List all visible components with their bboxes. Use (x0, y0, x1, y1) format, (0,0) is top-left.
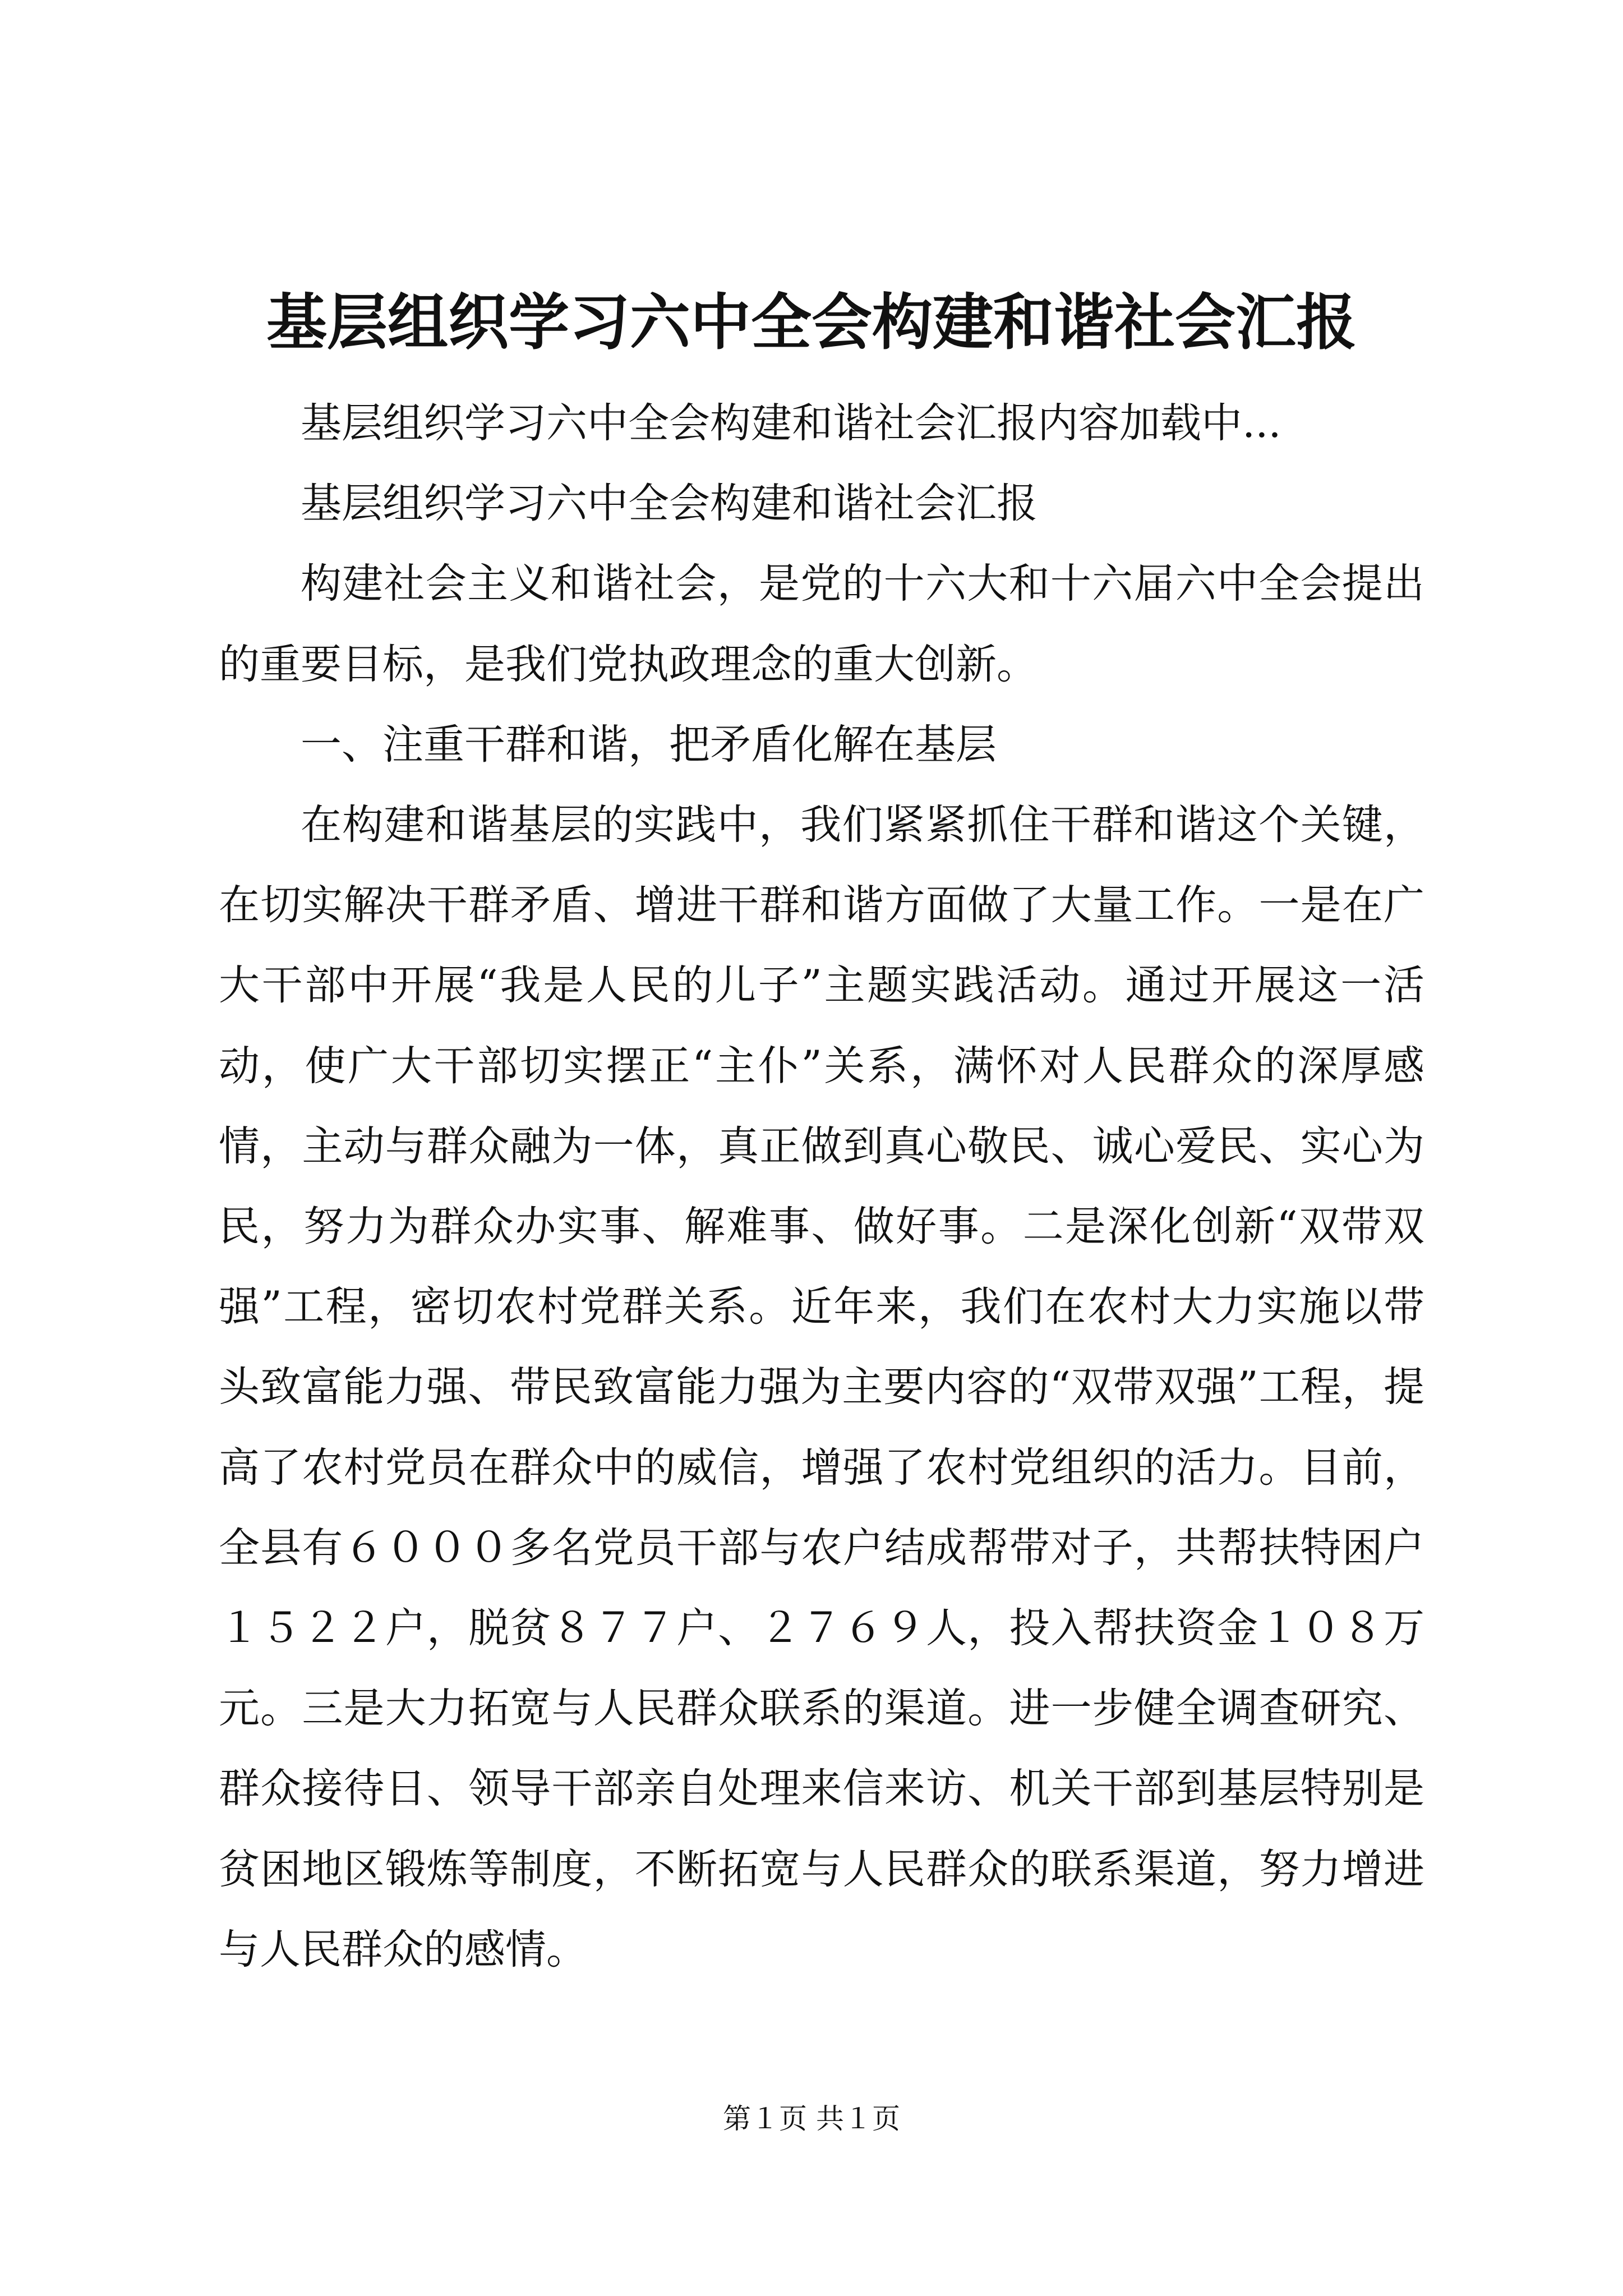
paragraph-loading-notice: 基层组织学习六中全会构建和谐社会汇报内容加载中... (301, 399, 1281, 447)
paragraph-subtitle: 基层组织学习六中全会构建和谐社会汇报 (301, 480, 1038, 528)
section-heading-1: 一、注重干群和谐，把矛盾化解在基层 (301, 720, 997, 769)
paragraph-intro: 构建社会主义和谐社会，是党的十六大和十六届六中全会提出的重要目标，是我们党执政理念的重大创新。 (219, 560, 1424, 688)
document-title: 基层组织学习六中全会构建和谐社会汇报 (266, 287, 1357, 358)
page-footer: 第１页 共１页 (723, 2102, 900, 2135)
paragraph-section-1-body: 在构建和谐基层的实践中，我们紧紧抓住干群和谐这个关键，在切实解决干群矛盾、增进干群和谐方面做了大量工作。一是在广大干部中开展“我是人民的儿子”主题实践活动。通过开展这一活动，使广大干部切实摆正“主仆”关系，满怀对人民群众的深厚感情，主动与群众融为一体，真正做到真心敬民、诚心爱民、实心为民，努力为群众办实事、解难事、做好事。二是深化创新“双带双强”工程，密切农村党群关系。近年来，我们在农村大力实施以带头致富能力强、带民致富能力强为主要内容的“双带双强”工程，提高了农村党员在群众中的威信，增强了农村党组织的活力。目前，全县有６０００多名党员干部与农户结成帮带对子，共帮扶特困户１５２２户，脱贫８７７户、２７６９人，投入帮扶资金１０８万元。三是大力拓宽与人民群众联系的渠道。进一步健全调查研究、群众接待日、领导干部亲自处理来信来访、机关干部到基层特别是贫困地区锻炼等制度，不断拓宽与人民群众的联系渠道，努力增进与人民群众的感情。 (219, 801, 1424, 1973)
document-body (219, 383, 1424, 1990)
